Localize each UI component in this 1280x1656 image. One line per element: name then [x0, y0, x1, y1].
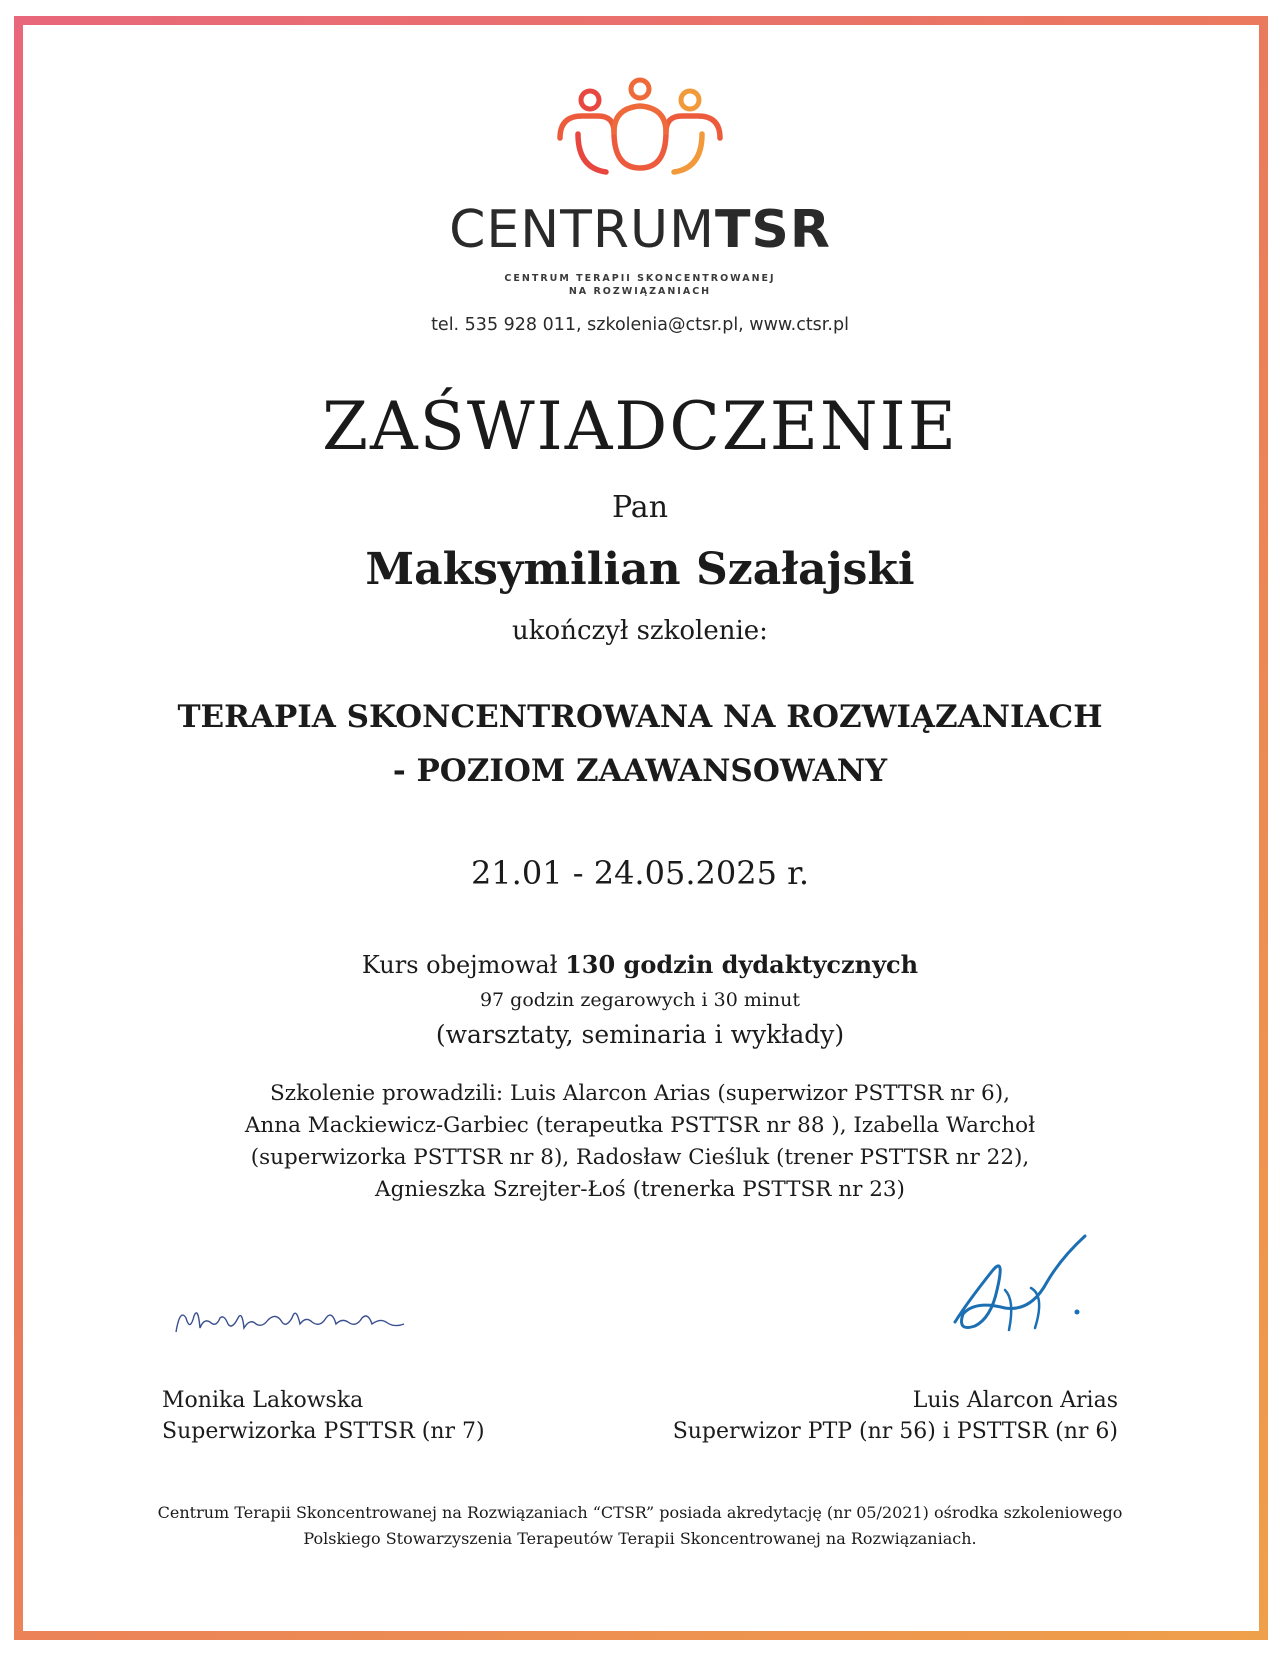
signature-right-icon [935, 1230, 1095, 1345]
course-title [0, 690, 1280, 798]
signer-right-name: Luis Alarcon Arias [912, 1388, 1118, 1413]
course-dates: 21.01 - 24.05.2025 r. [470, 854, 810, 892]
ctsr-logo-icon [548, 76, 732, 184]
trainers-line: (superwizorka PSTTSR nr 8), Radosław Cieśluk (trener PSTTSR nr 22), [250, 1145, 1030, 1170]
course-hours [0, 950, 1280, 979]
certificate-title: ZAŚWIADCZENIE [322, 388, 958, 465]
brand-subtitle-line1: CENTRUM TERAPII SKONCENTROWANEJ [504, 273, 776, 284]
clock-hours: 97 godzin zegarowych i 30 minut [479, 989, 801, 1011]
brand-name-bold: TSR [714, 200, 831, 260]
completed-text: ukończył szkolenie: [512, 616, 768, 646]
recipient-name: Maksymilian Szałajski [365, 544, 915, 595]
signer-left-role: Superwizorka PSTTSR (nr 7) [162, 1419, 485, 1444]
contact-info: tel. 535 928 011, szkolenia@ctsr.pl, www.ctsr.pl [431, 315, 849, 335]
footer-line2: Polskiego Stowarzyszenia Terapeutów Terapii Skoncentrowanej na Rozwiązaniach. [303, 1529, 977, 1548]
trainers-line: Anna Mackiewicz-Garbiec (terapeutka PSTTSR nr 88 ), Izabella Warchoł [244, 1113, 1036, 1138]
brand-subtitle-line2: NA ROZWIĄZANIACH [568, 286, 712, 297]
trainers-line: Szkolenie prowadzili: Luis Alarcon Arias (superwizor PSTTSR nr 6), [270, 1081, 1010, 1106]
footer-line1: Centrum Terapii Skoncentrowanej na Rozwiązaniach “CTSR” posiada akredytację (nr 05/2021) ośrodka szkoleniowego [157, 1503, 1123, 1522]
course-hours-bold: 130 godzin dydaktycznych [565, 950, 919, 979]
signer-left-name: Monika Lakowska [162, 1388, 364, 1413]
signer-right [673, 1385, 1118, 1447]
trainers-list [200, 1078, 1080, 1206]
brand-subtitle [0, 272, 1280, 298]
brand-logotype [0, 200, 1280, 260]
signature-left-icon [172, 1288, 412, 1348]
trainers-line: Agnieszka Szrejter-Łoś (trenerka PSTTSR nr 23) [375, 1177, 905, 1202]
course-title-line2: - POZIOM ZAAWANSOWANY [392, 753, 888, 789]
signer-left [162, 1385, 485, 1447]
brand-name-light: CENTRUM [449, 200, 715, 260]
signer-right-role: Superwizor PTP (nr 56) i PSTTSR (nr 6) [672, 1419, 1118, 1444]
accreditation-footer [0, 1500, 1280, 1552]
course-hours-prefix: Kurs obejmował [361, 951, 566, 979]
course-formats: (warsztaty, seminaria i wykłady) [435, 1020, 845, 1049]
salutation: Pan [611, 490, 669, 525]
course-title-line1: TERAPIA SKONCENTROWANA NA ROZWIĄZANIACH [177, 699, 1103, 735]
